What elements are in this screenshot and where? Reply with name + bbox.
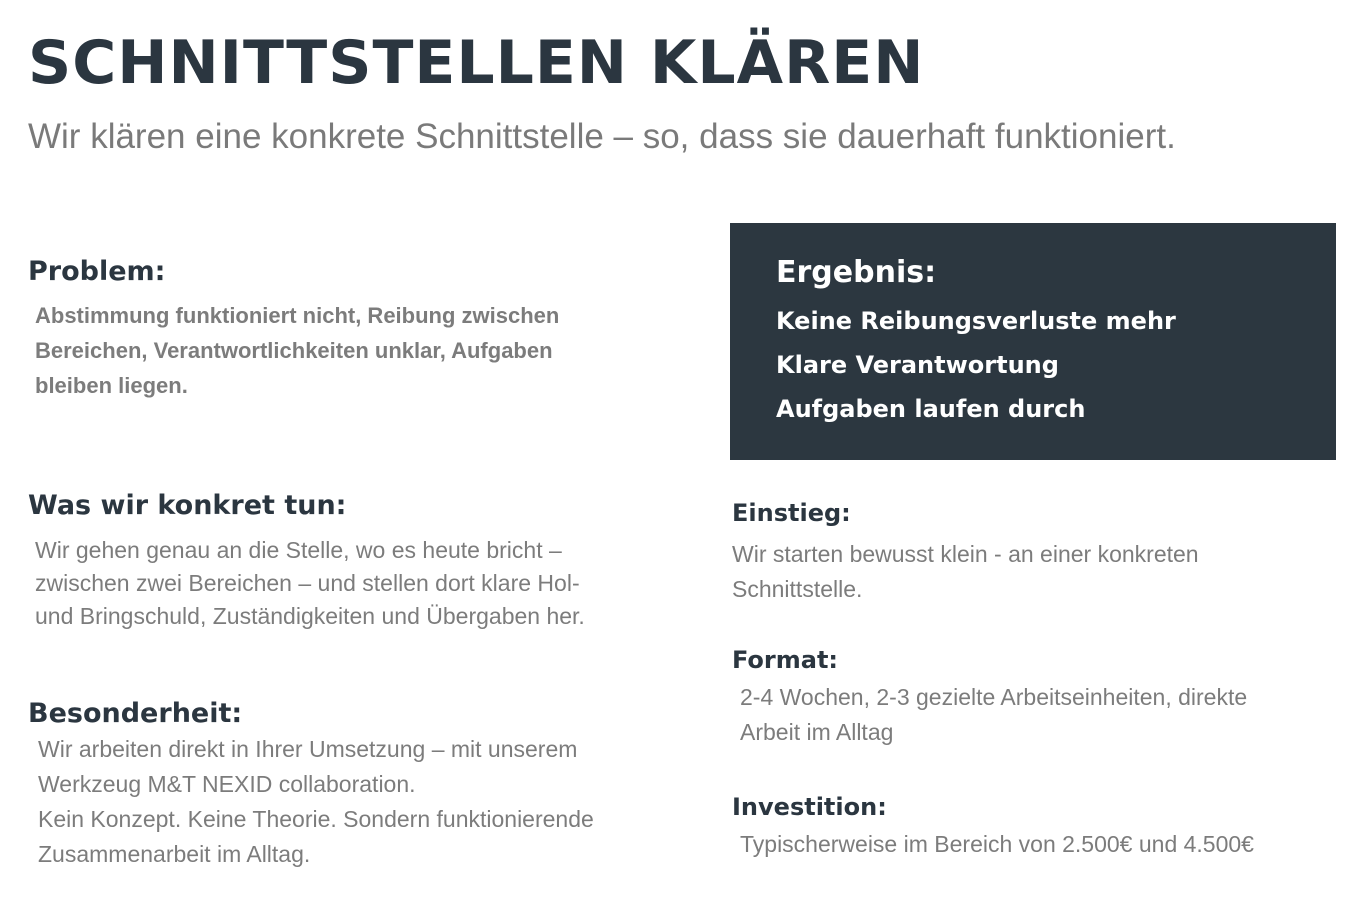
- investment-heading: Investition:: [732, 793, 887, 821]
- format-text: [732, 680, 1247, 750]
- problem-heading: Problem:: [28, 256, 166, 287]
- format-line: Arbeit im Alltag: [740, 719, 894, 745]
- investment-text: [732, 827, 1254, 862]
- problem-line: bleiben liegen.: [35, 373, 188, 398]
- entry-section: [732, 497, 1199, 607]
- problem-line: Abstimmung funktioniert nicht, Reibung zwischen: [35, 303, 560, 328]
- entry-line: Schnittstelle.: [732, 576, 863, 602]
- special-line: Werkzeug M&T NEXID collaboration.: [38, 771, 416, 797]
- format-section: [732, 644, 1247, 750]
- entry-text: [732, 537, 1199, 607]
- actions-line: Wir gehen genau an die Stelle, wo es heute bricht –: [35, 537, 562, 563]
- result-item: Klare Verantwortung: [776, 351, 1059, 379]
- actions-heading: Was wir konkret tun:: [28, 490, 347, 521]
- format-heading: Format:: [732, 646, 839, 674]
- result-item: Keine Reibungsverluste mehr: [776, 307, 1176, 335]
- special-line: Kein Konzept. Keine Theorie. Sondern funktionierende: [38, 806, 594, 832]
- special-line: Wir arbeiten direkt in Ihrer Umsetzung – mit unserem: [38, 736, 578, 762]
- special-line: Zusammenarbeit im Alltag.: [38, 841, 311, 867]
- problem-section: [28, 254, 559, 403]
- special-heading: Besonderheit:: [28, 698, 243, 729]
- entry-heading: Einstieg:: [732, 499, 851, 527]
- special-section: [28, 696, 594, 872]
- problem-line: Bereichen, Verantwortlichkeiten unklar, Aufgaben: [35, 338, 553, 363]
- actions-line: zwischen zwei Bereichen – und stellen dort klare Hol-: [35, 570, 580, 596]
- result-item: Aufgaben laufen durch: [776, 395, 1086, 423]
- problem-text: [28, 298, 559, 403]
- page-subtitle: Wir klären eine konkrete Schnittstelle – so, dass sie dauerhaft funktioniert.: [28, 117, 1176, 156]
- entry-line: Wir starten bewusst klein - an einer konkreten: [732, 541, 1199, 567]
- result-box: [730, 223, 1336, 460]
- actions-text: [28, 534, 585, 633]
- investment-line: Typischerweise im Bereich von 2.500€ und 4.500€: [740, 831, 1254, 857]
- investment-section: [732, 791, 1254, 862]
- format-line: 2-4 Wochen, 2-3 gezielte Arbeitseinheiten, direkte: [740, 684, 1248, 710]
- page-title: SCHNITTSTELLEN KLÄREN: [28, 28, 925, 98]
- result-heading: Ergebnis:: [776, 255, 937, 290]
- actions-line: und Bringschuld, Zuständigkeiten und Übergaben her.: [35, 603, 585, 629]
- actions-section: [28, 488, 585, 633]
- special-text: [28, 732, 594, 872]
